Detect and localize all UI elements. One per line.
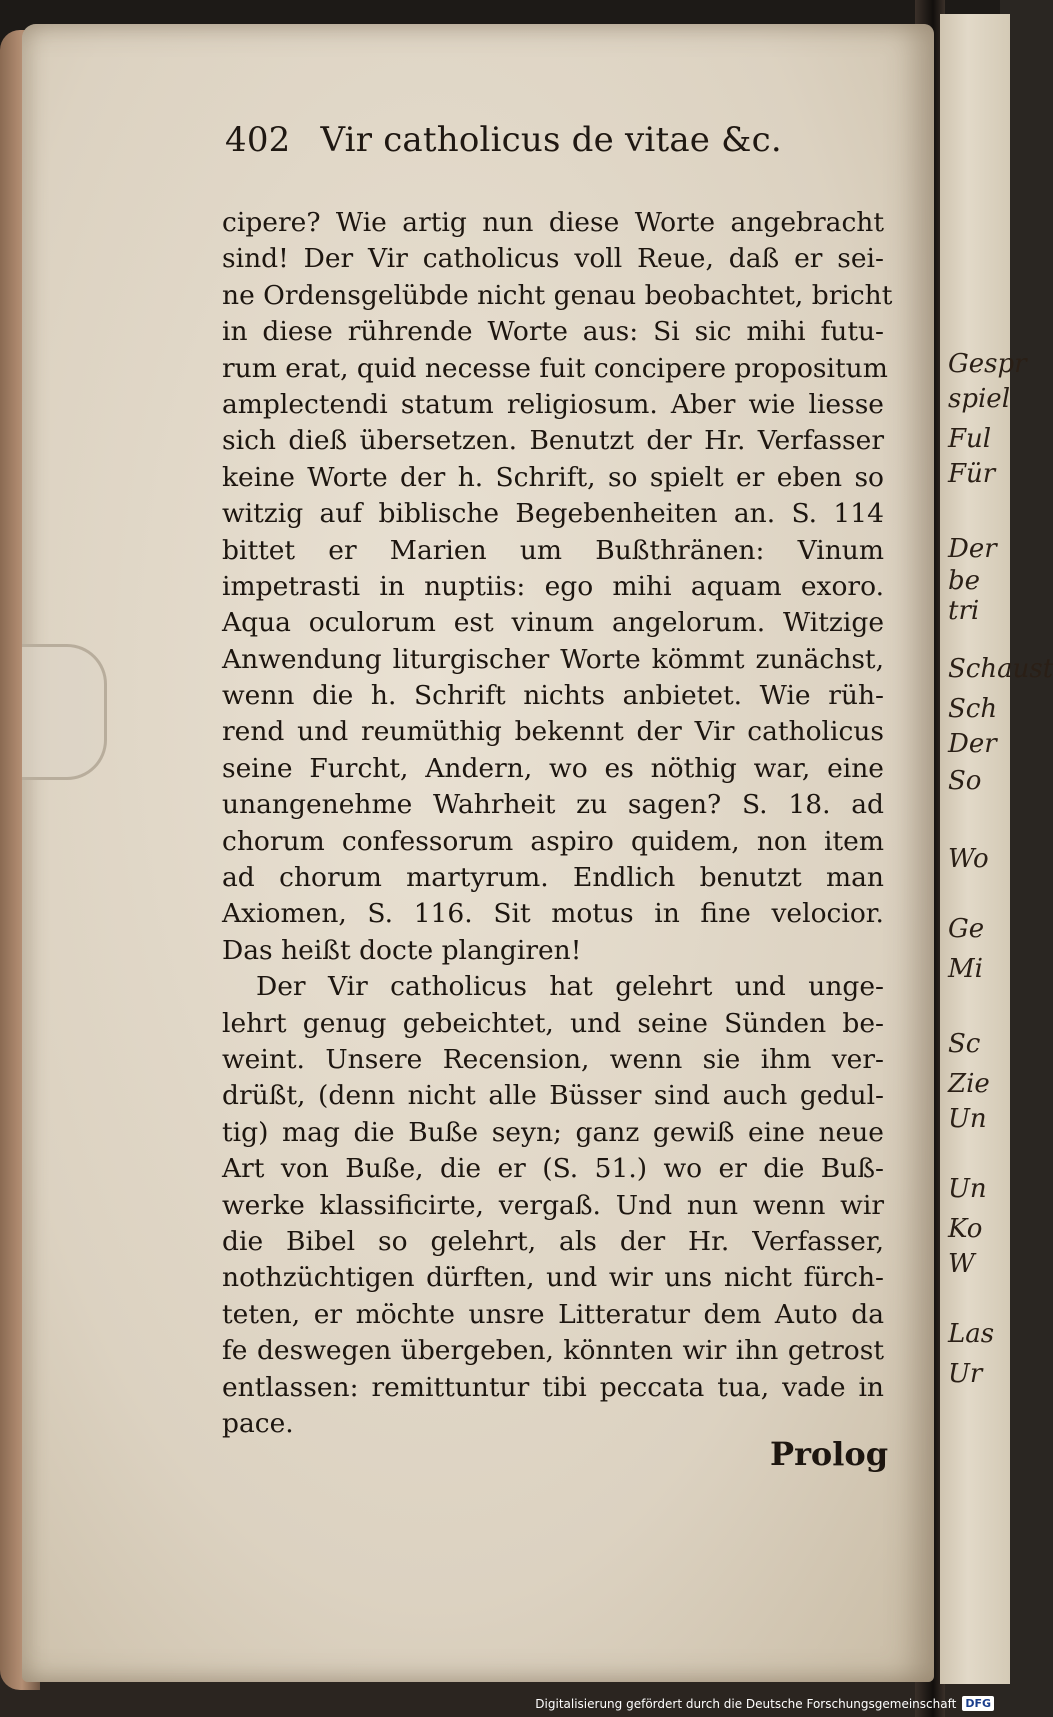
text-line: sind! Der Vir catholicus voll Reue, daß er sei- xyxy=(222,243,884,275)
catchword: Prolog xyxy=(770,1435,889,1473)
text-line: bittet er Marien um Bußthränen: Vinum xyxy=(222,534,884,566)
page-header xyxy=(225,120,815,160)
facing-fragment: Las xyxy=(948,1319,995,1349)
text-line: impetrasti in nuptiis: ego mihi aquam exoro. xyxy=(222,570,884,602)
body-text xyxy=(222,205,893,1442)
text-line: fe deswegen übergeben, könnten wir ihn getrost xyxy=(222,1335,884,1367)
text-line: seine Furcht, Andern, wo es nöthig war, eine xyxy=(222,752,884,784)
text-line: Anwendung liturgischer Worte kömmt zunächst, xyxy=(222,643,884,675)
facing-fragment: Ko xyxy=(948,1214,983,1244)
digitization-credit xyxy=(535,1696,994,1711)
page-clasp xyxy=(22,644,107,780)
text-line: werke klassificirte, vergaß. Und nun wenn wir xyxy=(222,1189,884,1221)
facing-fragment: Ur xyxy=(948,1359,983,1389)
facing-fragment: Gespr xyxy=(948,349,1027,379)
text-line: cipere? Wie artig nun diese Worte angebracht xyxy=(222,207,884,238)
text-line: Aqua oculorum est vinum angelorum. Witzige xyxy=(222,607,884,639)
facing-fragment: Schaust xyxy=(948,654,1053,684)
facing-fragment: Der xyxy=(948,534,997,564)
text-line: entlassen: remittuntur tibi peccata tua, vade in xyxy=(222,1371,884,1403)
text-line: amplectendi statum religiosum. Aber wie liesse xyxy=(222,388,884,420)
text-line: Der Vir catholicus hat gelehrt und unge- xyxy=(256,971,884,1003)
facing-fragment: tri xyxy=(948,596,980,626)
facing-fragment: Wo xyxy=(948,844,989,874)
text-line: unangenehme Wahrheit zu sagen? S. 18. ad xyxy=(222,789,884,821)
text-line: keine Worte der h. Schrift, so spielt er eben so xyxy=(222,461,884,493)
facing-fragment: Un xyxy=(948,1104,987,1134)
facing-fragment: Sc xyxy=(948,1029,981,1059)
text-line: lehrt genug gebeichtet, und seine Sünden be- xyxy=(222,1007,884,1039)
facing-fragment: Ful xyxy=(948,424,992,454)
text-line: drüßt, (denn nicht alle Büsser sind auch gedul- xyxy=(222,1080,884,1112)
running-head: Vir catholicus de vitae &c. xyxy=(320,120,782,160)
text-line: ne Ordensgelübde nicht genau beobachtet, bricht xyxy=(222,279,893,311)
text-line: wenn die h. Schrift nichts anbietet. Wie rüh- xyxy=(222,680,884,712)
facing-fragment: W xyxy=(948,1249,975,1279)
facing-fragment: Ge xyxy=(948,914,985,944)
facing-fragment: spiel xyxy=(948,384,1011,414)
dfg-logo: DFG xyxy=(962,1696,994,1711)
facing-fragment: Für xyxy=(948,459,996,489)
facing-fragment: Un xyxy=(948,1174,987,1204)
facing-fragment: Der xyxy=(948,729,997,759)
facing-fragment: Mi xyxy=(948,954,983,984)
text-line: rend und reumüthig bekennt der Vir catholicus xyxy=(222,716,884,748)
facing-page-fragment xyxy=(940,14,1053,1684)
facing-fragment: Sch xyxy=(948,694,998,724)
text-line: die Bibel so gelehrt, als der Hr. Verfasser, xyxy=(222,1225,884,1257)
text-line: Das heißt docte plangiren! xyxy=(222,934,582,966)
page-number: 402 xyxy=(225,120,291,160)
text-line: chorum confessorum aspiro quidem, non item xyxy=(222,825,884,857)
text-line: tig) mag die Buße seyn; ganz gewiß eine neue xyxy=(222,1116,884,1148)
facing-fragment: So xyxy=(948,766,982,796)
facing-fragment: Zie xyxy=(948,1069,990,1099)
text-line: witzig auf biblische Begebenheiten an. S. 114 xyxy=(222,498,884,530)
text-line: in diese rührende Worte aus: Si sic mihi futu- xyxy=(222,316,884,348)
text-line: sich dieß übersetzen. Benutzt der Hr. Verfasser xyxy=(222,425,884,457)
text-line: rum erat, quid necesse fuit concipere propositum xyxy=(222,352,888,384)
facing-fragment: be xyxy=(948,566,981,596)
text-line: Axiomen, S. 116. Sit motus in fine velocior. xyxy=(222,898,884,930)
text-line: pace. xyxy=(222,1407,294,1439)
credit-text: Digitalisierung gefördert durch die Deutsche Forschungsgemeinschaft xyxy=(535,1696,957,1711)
text-line: weint. Unsere Recension, wenn sie ihm ver- xyxy=(222,1043,884,1075)
text-line: teten, er möchte unsre Litteratur dem Auto da xyxy=(222,1298,884,1330)
text-line: ad chorum martyrum. Endlich benutzt man xyxy=(222,862,884,894)
text-line: Art von Buße, die er (S. 51.) wo er die Buß- xyxy=(222,1153,884,1185)
text-line: nothzüchtigen dürften, und wir uns nicht fürch- xyxy=(222,1262,884,1294)
